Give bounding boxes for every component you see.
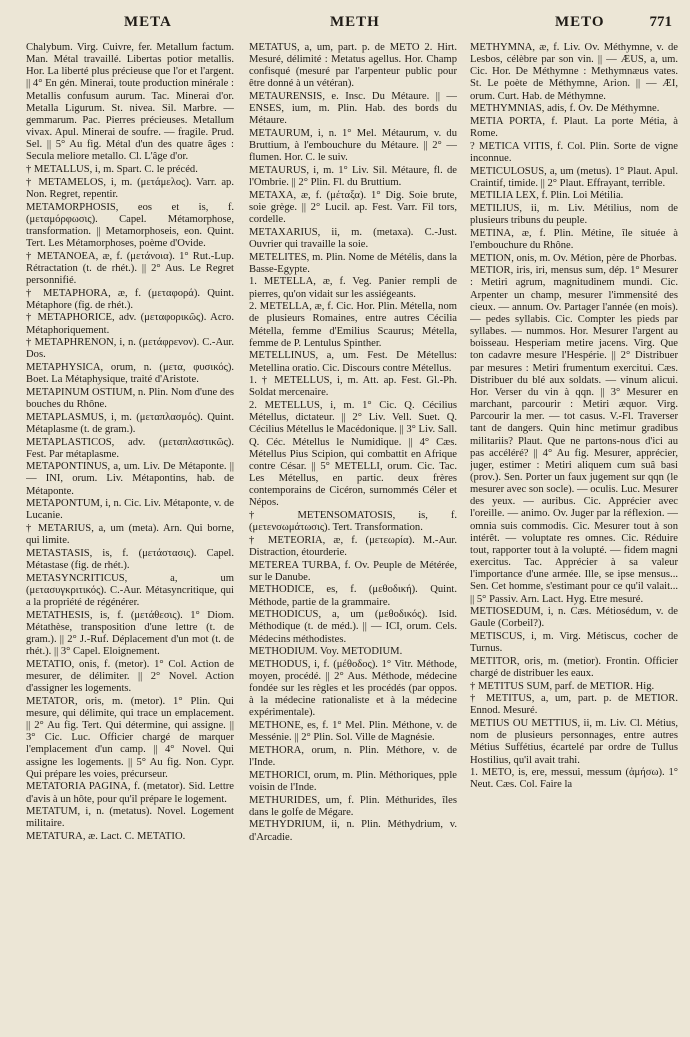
dictionary-entry: METATORIA PAGINA, f. (metator). Sid. Lettre d'avis à un hôte, pour qu'il prépare le logement. — [26, 781, 234, 805]
dictionary-entry: METATHESIS, is, f. (μετάθεσις). 1° Diom. Métathèse, transposition d'une lettre (t. de gram.). || 2° J.-Ruf. Déplacement d'un mot (t. de rhét.). || 3° Capel. Eloignement. — [26, 609, 234, 658]
guide-word-center: METH — [330, 14, 380, 30]
dictionary-entry: † METITUS SUM, parf. de METIOR. Hig. — [470, 680, 655, 692]
page-header — [20, 14, 672, 36]
dictionary-entry: METELLINUS, a, um. Fest. De Métellus: Metellina oratio. Cic. Discours contre Métellus. — [249, 350, 457, 374]
dictionary-entry: 2. METELLUS, i, m. 1° Cic. Q. Cécilius Métellus, dictateur. || 2° Liv. Vell. Suet. Q. Cécilius Métellus le Macédonique. || 3° Liv. Sall. Q. Céc. Métellus le Numidique. || 4° Cæs. Métellus Pius Scipion, qui combattit en Afrique contre César. || 5° METELLI, orum. Cic. Tac. Les Métellus, en partic. deux frères contemporains de Cicéron, surnommés Céler et Népos. — [249, 400, 457, 509]
dictionary-entry: † METAPHORA, æ, f. (μεταφορά). Quint. Métaphore (fig. de rhét.). — [26, 287, 234, 311]
dictionary-entry: † METANOEA, æ, f. (μετάνοια). 1° Rut.-Lup. Rétractation (t. de rhét.). || 2° Aus. Le Regret personnifié. — [26, 250, 234, 286]
dictionary-entry: † METENSOMATOSIS, is, f. (μετενσωμάτωσις). Tert. Transformation. — [249, 509, 457, 534]
dictionary-entry: METICULOSUS, a, um (metus). 1° Plaut. Apul. Craintif, timide. || 2° Plaut. Effrayant, terrible. — [470, 165, 678, 189]
dictionary-entry: METASYNCRITICUS, a, um (μετασυγκριτικός). C.-Aur. Métasyncritique, qui a la propriété de régénérer. — [26, 572, 234, 609]
dictionary-entry: METHORICI, orum, m. Plin. Méthoriques, pple voisin de l'Inde. — [249, 769, 457, 793]
dictionary-entry: METAXARIUS, ii, m. (metaxa). C.-Just. Ouvrier qui travaille la soie. — [249, 226, 457, 250]
dictionary-entry: METAURUS, i, m. 1° Liv. Sil. Métaure, fl. de l'Ombrie. || 2° Plin. Fl. du Bruttium. — [249, 165, 457, 189]
dictionary-entry: ? METICA VITIS, f. Col. Plin. Sorte de vigne inconnue. — [470, 140, 678, 164]
dictionary-entry: † METEORIA, æ, f. (μετεωρία). M.-Aur. Distraction, étourderie. — [249, 534, 457, 558]
dictionary-entry: Chalybum. Virg. Cuivre, fer. Metallum factum. Man. Métal travaillé. Libertas potior metallis. Hor. La liberté plus précieuse que l'or et l'argent. || 4° En gén. Minerai, toute production minérale : Metallis confusum aurum. Tac. Minerai d'or. Metalla Ligurum. St. nivea. Sil. Marbre. — gemmarum. Pac. Pierres précieuses. Metallum vivax. Apul. Minerai de soufre. — fragile. Prud. Sel. || 5° Au fig. Métal d'un des quatre âges : Secula meliore metallo. Cl. L'âge d'or. — [26, 42, 234, 163]
dictionary-entry: METAURUM, i, n. 1° Mel. Métaurum, v. du Bruttium, à l'embouchure du Métaure. || 2° — flumen. Hor. C. le suiv. — [249, 128, 457, 164]
guide-word-right: METO — [555, 14, 605, 30]
dictionary-entry: METASTASIS, is, f. (μετάστασις). Capel. Métastase (fig. de rhét.). — [26, 547, 234, 572]
dictionary-entry: METAMORPHOSIS, eos et is, f. (μεταμόρφωσις). Capel. Métamorphose, transformation. || Metamorphoseis, eon. Quint. Tert. Les Métamorphoses, poème d'Ovide. — [26, 201, 234, 249]
dictionary-entry: METAPINUM OSTIUM, n. Plin. Nom d'une des bouches du Rhône. — [26, 386, 234, 411]
dictionary-entry: METATOR, oris, m. (metor). 1° Plin. Qui mesure, qui délimite, qui trace un emplacement. || 2° Au fig. Tert. Qui détermine, qui assigne. || 3° Cic. Luc. Officier chargé de marquer l'emplacement d'un camp. || 4° Novel. Qui assigne les logements. || 5° Au fig. Non. Cypr. Qui prépare les voies, précurseur. — [26, 695, 234, 780]
column-middle — [249, 42, 457, 1027]
dictionary-entry: METHODICE, es, f. (μεθοδική). Quint. Méthode, partie de la grammaire. — [249, 584, 457, 608]
dictionary-entry: † METAPHORICE, adv. (μεταφορικῶς). Acro. Métaphoriquement. — [26, 312, 234, 336]
dictionary-entry: METELITES, m. Plin. Nome de Métélis, dans la Basse-Egypte. — [249, 251, 457, 275]
dictionary-entry: METATUS, a, um, part. p. de METO 2. Hirt. Mesuré, délimité : Metatus agellus. Hor. Champ confisqué (mesuré par l'arpenteur public pour être donné à un vétéran). — [249, 42, 457, 90]
dictionary-entry: METAPONTUM, i, n. Cic. Liv. Métaponte, v. de Lucanie. — [26, 498, 234, 522]
column-right — [470, 42, 678, 1027]
dictionary-entry: METAPONTINUS, a, um. Liv. De Métaponte. || — INI, orum. Liv. Métapontins, hab. de Métaponte. — [26, 461, 234, 497]
dictionary-entry: METHYDRIUM, ii, n. Plin. Méthydrium, v. d'Arcadie. — [249, 819, 457, 843]
dictionary-entry: METAXA, æ, f. (μέταξα). 1° Dig. Soie brute, soie grège. || 2° Lucil. ap. Fest. Varr. Fil tors, cordelle. — [249, 189, 457, 226]
dictionary-entry: METHYMNA, æ, f. Liv. Ov. Méthymne, v. de Lesbos, célèbre par son vin. || — ÆUS, a, um. Cic. Hor. De Méthymne : Methymnæus vates. St. Le poète de Méthymne, Arion. || — ÆI, orum. Curt. Hab. de Méthymne. — [470, 42, 678, 102]
dictionary-entry: METIOR, iris, iri, mensus sum, dép. 1° Mesurer : Metiri agrum, magnitudinem mundi. Cic. Arpenter un champ, mesurer l'immensité des cieux. — annum. Ov. Partager l'année (en mois). — pedes syllabis. Cic. Compter les pieds par syllabes. — nummos. Hor. Mesurer l'argent au boisseau. Hesperiam metire jacens. Virg. Que ton cadavre mesure l'Hespérie. || 2° Distribuer par mesures : Metiri frumentum exercitui. Cæs. Distribuer du blé aux soldats. — vinum alicui. Hor. Verser du vin à qqn. || 3° Mesurer en marchant, parcourir : Metiri æquor. Virg. Parcourir la mer. — tot casus. V.-Fl. Traverser tant de dangers. Quin hinc metimur gradibus militariis? Plaut. Que ne partons-nous d'ici au pas accéléré? || 4° Au fig. Mesurer, apprécier, juger, estimer : Metiri aliquem cum suâ basi (prov.). Sen. Porter un faux jugement sur qqn (le mesurer avec son socle). — oculis. Luc. Mesurer des yeux. — auribus. Cic. Apprécier avec l'oreille. — animo. Ov. Juger par la réflexion. — omnia suis commodis. Cic. Mesurer tout à son intérêt. — voluptate res omnes. Cic. Réduire tout, rapporter tout à la volupté. — fidem magni exercitus. Tac. Apprécier à sa valeur l'importance d'une armée. Ille, se ipse mensus... Sen. Cet homme, s'estimant pour ce qu'il valait... || 5° Passiv. Arn. Lact. Hyg. Etre mesuré. — [470, 265, 678, 605]
guide-word-left: META — [124, 14, 172, 30]
dictionary-entry: METIOSEDUM, i, n. Cæs. Métiosédum, v. de Gaule (Corbeil?). — [470, 606, 678, 630]
dictionary-entry: METHODUS, i, f. (μέθοδος). 1° Vitr. Méthode, moyen, procédé. || 2° Aus. Méthode, médecine fondée sur les règles et les procédés (par oppos. à la médecine rationaliste et à la médecine expérimentale). — [249, 658, 457, 719]
dictionary-entry: † METALLUS, i, m. Spart. C. le précéd. — [26, 164, 198, 176]
dictionary-entry: 1. METELLA, æ, f. Veg. Panier rempli de pierres, qu'on vidait sur les assiégeants. — [249, 276, 457, 300]
dictionary-entry: METILIA LEX, f. Plin. Loi Métilia. — [470, 190, 624, 202]
dictionary-entry: METHONE, es, f. 1° Mel. Plin. Méthone, v. de Messénie. || 2° Plin. Sol. Ville de Magnésie. — [249, 720, 457, 744]
dictionary-entry: METITOR, oris, m. (metior). Frontin. Officier chargé de distribuer les eaux. — [470, 655, 678, 679]
page-number: 771 — [649, 14, 672, 30]
dictionary-entry: METISCUS, i, m. Virg. Métiscus, cocher de Turnus. — [470, 631, 678, 655]
dictionary-entry: † METITUS, a, um, part. p. de METIOR. Ennod. Mesuré. — [470, 693, 678, 717]
dictionary-entry: METHURIDES, um, f. Plin. Méthurides, îles dans le golfe de Mégare. — [249, 794, 457, 818]
dictionary-entry: 1. † METELLUS, i, m. Att. ap. Fest. Gl.-Ph. Soldat mercenaire. — [249, 375, 457, 399]
dictionary-entry: 2. METELLA, æ, f. Cic. Hor. Plin. Métella, nom de plusieurs Romaines, entre autres Cécilia Métella, femme d'Emilius Scaurus; Métella, femme de P. Lentulus Spinther. — [249, 301, 457, 349]
dictionary-entry: METATUM, i, n. (metatus). Novel. Logement militaire. — [26, 806, 234, 830]
dictionary-entry: METIUS OU METTIUS, ii, m. Liv. Cl. Métius, nom de plusieurs personnages, entre autres Métius Suffétius, écartelé par ordre de Tullus Hostilius, qu'il avait trahi. — [470, 718, 678, 766]
dictionary-entry: METEREA TURBA, f. Ov. Peuple de Métérée, sur le Danube. — [249, 559, 457, 583]
dictionary-entry: METAPLASMUS, i, m. (μεταπλασμός). Quint. Métaplasme (t. de gram.). — [26, 411, 234, 435]
dictionary-entry: METATIO, onis, f. (metor). 1° Col. Action de mesurer, de délimiter. || 2° Novel. Action d'assigner les logements. — [26, 658, 234, 695]
dictionary-entry: † METAPHRENON, i, n. (μετάφρενον). C.-Aur. Dos. — [26, 337, 234, 361]
dictionary-entry: METAPHYSICA, orum, n. (μετα, φυσικός). Boet. La Métaphysique, traité d'Aristote. — [26, 362, 234, 386]
dictionary-entry: METION, onis, m. Ov. Métion, père de Phorbas. — [470, 252, 677, 264]
dictionary-entry: METINA, æ, f. Plin. Métine, île située à l'embouchure du Rhône. — [470, 227, 678, 251]
dictionary-entry: METATURA, æ. Lact. C. METATIO. — [26, 831, 186, 842]
dictionary-entry: METHYMNIAS, adis, f. Ov. De Méthymne. — [470, 103, 660, 115]
dictionary-entry: METILIUS, ii, m. Liv. Métilius, nom de plusieurs tribuns du peuple. — [470, 203, 678, 227]
dictionary-entry: METAURENSIS, e. Insc. Du Métaure. || — ENSES, ium, m. Plin. Hab. des bords du Métaure. — [249, 91, 457, 127]
column-left — [26, 42, 234, 1027]
dictionary-entry: 1. METO, is, ere, messui, messum (ἀμήσω). 1° Neut. Cæs. Col. Faire la — [470, 767, 678, 791]
dictionary-entry: METHORA, orum, n. Plin. Méthore, v. de l'Inde. — [249, 744, 457, 769]
dictionary-entry: METHODIUM. Voy. METODIUM. — [249, 646, 403, 658]
dictionary-entry: METHODICUS, a, um (μεθοδικός). Isid. Méthodique (t. de méd.). || — ICI, orum. Cels. Médecins méthodistes. — [249, 609, 457, 645]
dictionary-entry: † METARIUS, a, um (meta). Arn. Qui borne, qui limite. — [26, 523, 234, 547]
dictionary-entry: † METAMELOS, i, m. (μετάμελος). Varr. ap. Non. Regret, repentir. — [26, 176, 234, 200]
dictionary-entry: METIA PORTA, f. Plaut. La porte Métia, à Rome. — [470, 115, 678, 140]
dictionary-entry: METAPLASTICOS, adv. (μεταπλαστικῶς). Fest. Par métaplasme. — [26, 436, 234, 460]
